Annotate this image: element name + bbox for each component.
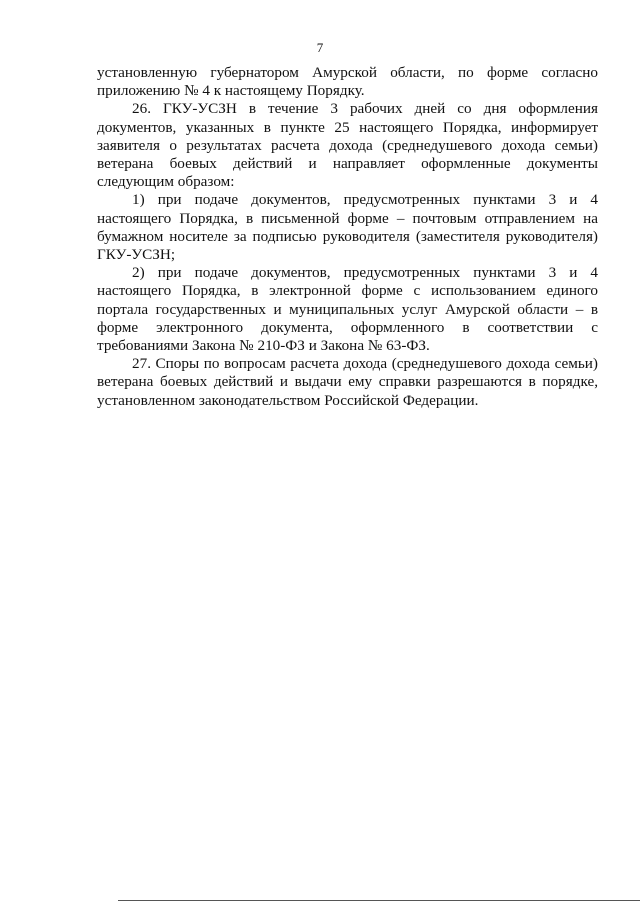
scan-edge-line xyxy=(118,900,640,901)
paragraph-subitem-1: 1) при подаче документов, предусмотренных пунктами 3 и 4 настоящего Порядка, в письменной форме – почтовым отправлением на бумажном носителе за подписью руководителя (заместителя руководителя) ГКУ-УСЗН; xyxy=(97,191,598,264)
document-body xyxy=(97,64,598,410)
page-number: 7 xyxy=(316,40,324,55)
paragraph-continuation: установленную губернатором Амурской области, по форме согласно приложению № 4 к настоящему Порядку. xyxy=(97,64,598,100)
paragraph-item-26: 26. ГКУ-УСЗН в течение 3 рабочих дней со дня оформления документов, указанных в пункте 25 настоящего Порядка, информирует заявителя о результатах расчета дохода (среднедушевого дохода семьи) ветерана боевых действий и направляет оформленные документы следующим образом: xyxy=(97,100,598,191)
paragraph-item-27: 27. Споры по вопросам расчета дохода (среднедушевого дохода семьи) ветерана боевых действий и выдачи ему справки разрешаются в порядке, установленном законодательством Российской Федерации. xyxy=(97,355,598,409)
paragraph-subitem-2: 2) при подаче документов, предусмотренных пунктами 3 и 4 настоящего Порядка, в электронной форме с использованием единого портала государственных и муниципальных услуг Амурской области – в форме электронного документа, оформленного в соответствии с требованиями Закона № 210-ФЗ и Закона № 63-ФЗ. xyxy=(97,264,598,355)
